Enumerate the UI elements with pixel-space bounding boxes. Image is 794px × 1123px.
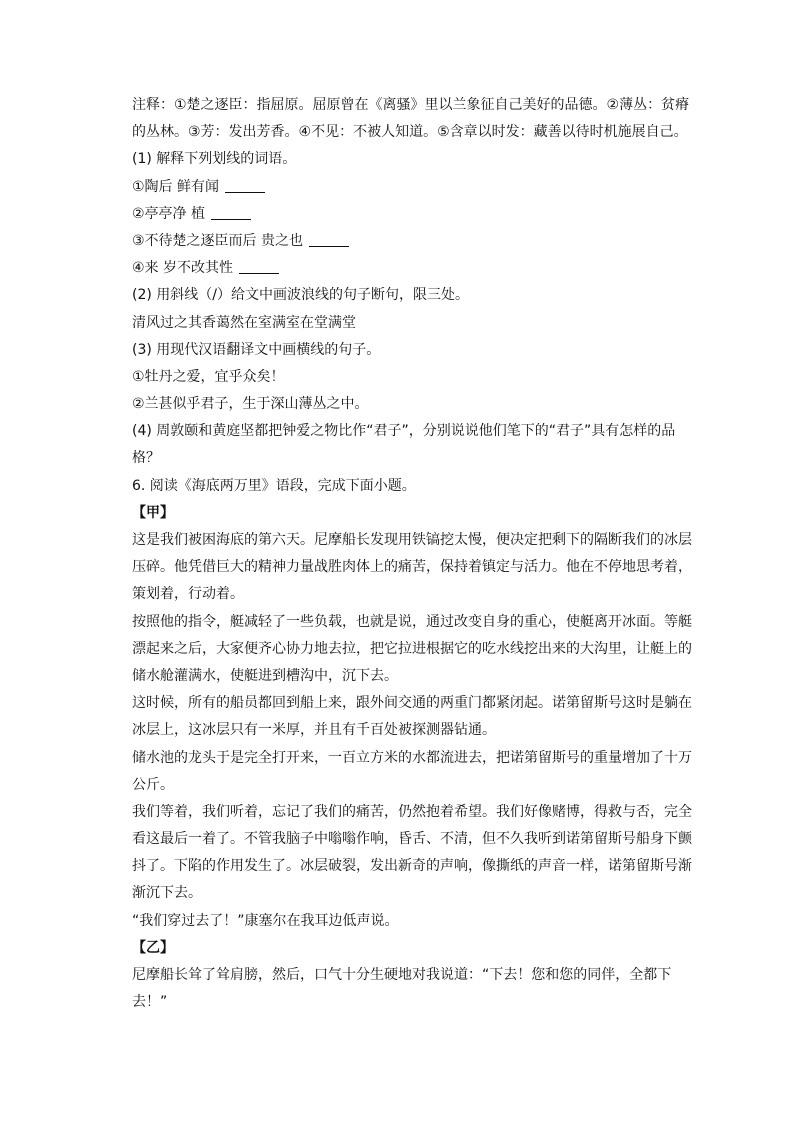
q6-prompt: 6. 阅读《海底两万里》语段，完成下面小题。 [132,477,416,494]
answer-blank[interactable] [211,205,251,220]
passage-line: 这时候，所有的船员都回到船上来，跟外间交通的两重门都紧闭起。诺第留斯号这时是躺在 [132,695,692,712]
q2-sentence: 清风过之其香蔼然在室满室在堂满堂 [132,314,356,331]
passage-line: 去！” [132,994,168,1011]
q1-item [132,228,692,255]
passage-line: 储水舱灌满水，使艇进到槽沟中，沉下去。 [132,667,398,684]
q3-prompt: (3) 用现代汉语翻译文中画横线的句子。 [132,341,381,358]
passage-line: 储水池的龙头于是完全打开来，一百立方米的水都流进去，把诺第留斯号的重量增加了十万 [132,749,692,766]
passage-line: 策划着，行动着。 [132,586,244,603]
passage-line: 看这最后一着了。不管我脑子中嗡嗡作响，昏舌、不清，但不久我听到诺第留斯号船身下颤 [132,831,692,848]
q3-item: ②兰甚似乎君子，生于深山薄丛之中。 [132,396,369,413]
q1-item [132,201,692,228]
section-yi-label: 【乙】 [132,939,174,956]
notes-line-2: 的丛林。③芳：发出芳香。④不见：不被人知道。⑤含章以时发：藏善以待时机施展自己。 [132,124,688,141]
passage-line: 抖了。下陷的作用发生了。冰层破裂，发出新奇的声响，像撕纸的声音一样，诺第留斯号渐 [132,858,692,875]
q1-item [132,255,692,282]
q1-prompt: (1) 解释下列划线的词语。 [132,151,297,168]
q1-item-text: ③不待楚之逐臣而后 贵之也 [132,232,304,249]
document-page [132,92,692,1016]
passage-line: 我们等着，我们听着，忘记了我们的痛苦，仍然抱着希望。我们好像赌博，得救与否，完全 [132,803,692,820]
passage-line: 公斤。 [132,776,174,793]
q4-line-2: 格？ [132,450,160,467]
q1-item-text: ④来 岁不改其性 [132,260,234,277]
passage-line: 漂起来之后，大家便齐心协力地去拉，把它拉进根据它的吃水线挖出来的大沟里，让艇上的 [132,640,692,657]
q2-prompt: (2) 用斜线（/）给文中画波浪线的句子断句，限三处。 [132,287,469,304]
answer-blank[interactable] [225,178,265,193]
passage-line: 冰层上，这冰层只有一米厚，并且有千百处被探测器钻通。 [132,722,496,739]
q1-item-text: ①陶后 鲜有闻 [132,178,220,195]
passage-line: 这是我们被困海底的第六天。尼摩船长发现用铁镐挖太慢，便决定把剩下的隔断我们的冰层 [132,532,692,548]
q3-item: ①牡丹之爱，宜乎众矣！ [132,368,285,385]
passage-line: 渐沉下去。 [132,885,202,902]
section-jia-label: 【甲】 [132,504,174,521]
notes-line-1: 注释：①楚之逐臣：指屈原。屈原曾在《离骚》里以兰象征自己美好的品德。②薄丛：贫瘠 [132,97,690,113]
answer-blank[interactable] [309,232,349,247]
q1-item [132,174,692,201]
passage-line: 按照他的指令，艇减轻了一些负载，也就是说，通过改变自身的重心，使艇离开冰面。等艇 [132,613,692,630]
q1-item-text: ②亭亭净 植 [132,205,206,222]
passage-line: “我们穿过去了！”康塞尔在我耳边低声说。 [132,912,399,929]
q4-line-1: (4) 周敦颐和黄庭坚都把钟爱之物比作“君子”，分别说说他们笔下的“君子”具有怎样的品 [132,423,676,440]
passage-line: 压碎。他凭借巨大的精神力量战胜肉体上的痛苦，保持着镇定与活力。他在不停地思考着， [132,559,692,576]
answer-blank[interactable] [239,259,279,274]
passage-line: 尼摩船长耸了耸肩膀，然后，口气十分生硬地对我说道：“下去！您和您的同伴，全都下 [132,967,672,983]
